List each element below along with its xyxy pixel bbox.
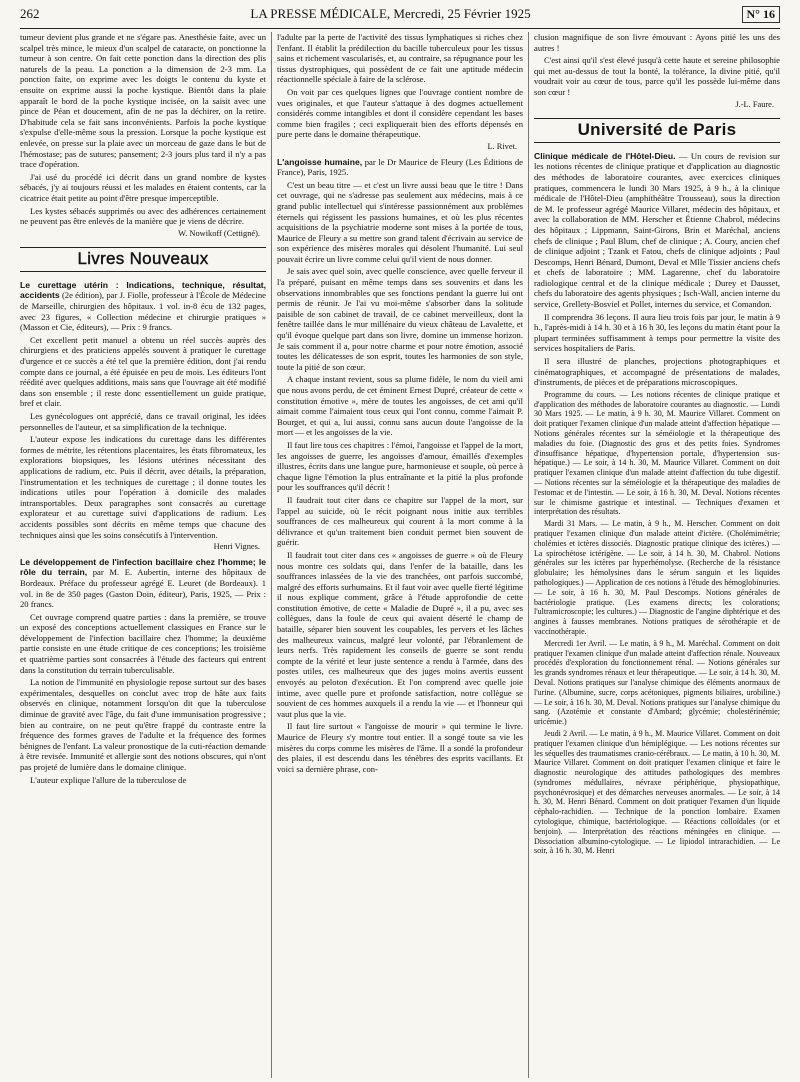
announcement-text: — Un cours de revision sur les notions récentes de clinique pratique et d'application au diagnostic des méthodes de laboratoire courantes, avec exercices cliniques pratiques, commencera le lundi 30 Mars 1925, à 9 h., à la clinique médicale de l'Hôtel-Dieu (amphithéâtre Trousseau), sous la direction de M. le professeur agrégé Maurice Villaret, médecin des hôpitaux, et avec la collaboration de MM. Herscher et Étienne Chabrol, médecins des hôpitaux ; Lippmann, Saint-Girons, Brin et Maréchal, anciens chefs de clinique ; Paul Blum, chef de clinique ; A. Coury, ancien chef de clinique adjoint ; Tzank et Fatou, chefs de clinique adjoints ; Paul Descomps, Henri Bénard, Dumont, Deval et Mlle Tissier anciens chefs et chefs de laboratoire ; MM. Lagarenne, chef du laboratoire radiologique central et de la clinique médicale ; Durey et Dausset, chefs du laboratoire des agents physiques ; Isch-Wall, ancien interne du service, Grellety-Bosviel et Pollet, internes du service, et Comandon. — [534, 150, 780, 310]
program-paragraph: Mardi 31 Mars. — Le matin, à 9 h., M. Herscher. Comment on doit pratiquer l'examen clinique d'un malade atteint d'ictère. (Cholémimétrie; cholémies et ictères dissociés. Diagnostic pratique clinique des ictères.) — La spirochétose ictérigène. — Le soir, à 14 h. 30, M. Chabrol. Notions générales sur les ictères par hyperhémolyse. (Recherche de la résistance globulaire; les hémolysines dans le sérum sanguin et les liquides pathologiques.) — Application de ces notions à l'étude des hémoglobinuries. — Le soir, à 16 h. 30, M. Paul Descomps. Notions générales de bactériologie pratique. (Les examens directs; les colorations; l'ultramicroscopie; les cultures.) — Diagnostic de l'angine diphtérique et des angines à fausses membranes. Notions pratiques de sérothérapie et de vaccinothérapie. — [534, 519, 780, 636]
paragraph: Il faudrait tout citer dans ces « angoisses de guerre » où de Fleury nous montre ces soldats qui, dans l'enfer de la bataille, dans les souffrances inlassées de la vie des tranchées, ont parfois succombé, malgré des efforts surhumains. Et il faut voir avec quelle fierté légitime il nous explique comment, grâce à l'étude approfondie de cette constitution émotive, de cette « Maladie de Dupré », il a pu, avec ses collègues, dans la foule de ceux qui avaient déserté le champ de bataille, séparer bien souvent les coupables, les pervers et les lâches des malheureux vaincus, malgré leur volonté, par l'ébranlement de leurs nerfs. Très rapidement les conseils de guerre se sont rendu compte de la vérité et leur juste sentence a rendu à l'armée, dans des postes utiles, ces malheureux que des juges moins avertis eussent envoyés au peloton d'exécution. Et l'on comprend avec quelle joie intime, avec quelle pure et profonde satisfaction, notre collègue se souvient de ces hommes auxquels il a rendu la vie — et l'honneur qui vaut plus que la vie. — [277, 549, 523, 719]
paragraph: A chaque instant revient, sous sa plume fidèle, le nom du vieil ami que nous avons perdu, de cet éminent Ernest Dupré, créateur de cette « constitution émotive », mère de toutes les angoisses, de cet ami qu'il aimait comme l'aimaient tous ceux qui l'ont connu, comme l'aimait P. Bourget, et qui a, lui aussi, connu sans aucun doute l'angoisse de la mort — et les angoisses de la vie. — [277, 374, 523, 438]
book-title: Le développement de l'infection bacillaire chez l'homme; le rôle du terrain, — [20, 556, 266, 578]
program-paragraph: Jeudi 2 Avril. — Le matin, à 9 h., M. Maurice Villaret. Comment on doit pratiquer l'examen clinique d'un hémiplégique. — Les notions récentes sur les séquelles des traumatismes cranio-cérébraux. — Le matin, à 10 h. 30, M. Maurice Villaret. Comment on doit pratiquer l'examen clinique et faire le diagnostic neurologique des attitudes pathologiques des membres (syndromes médullaires, névraxe périphérique, physiopathique, psychonévrosique) et des démarches nerveuses anormales. — Le soir, à 14 h. 30, M. Henri Bénard. Comment on doit pratiquer l'examen d'un liquide céphalo-rachidien. — Technique de la ponction lombaire. Examen cytologique, chimique, bactériologique. — Réactions colloïdales (or et benjoin). — Interprétation des réactions méningées en clinique. — Dissociation albumino-cytologique. — Le lipiodol intrarachidien. — Le soir, à 16 h. 30, M. Henri — [534, 728, 780, 856]
section-title-universite-de-paris: Université de Paris — [534, 118, 780, 143]
book-entry-heading — [20, 280, 266, 333]
book-entry-heading — [20, 557, 266, 610]
column-1 — [20, 32, 266, 1078]
column-3 — [534, 32, 780, 1078]
column-divider — [528, 32, 529, 1078]
issue-number: N° 16 — [742, 6, 780, 23]
paragraph: Cet ouvrage comprend quatre parties : dans la première, se trouve un exposé des conceptions actuellement classiques en France sur le développement de l'infection bacillaire chez l'homme; la deuxième partie consiste en une étude critique de ces conceptions; les troisième et quatrième parties sont consacrées à l'étude des facteurs qui entrent dans la constitution du terrain tuberculisable. — [20, 611, 266, 675]
paragraph: l'adulte par la perte de l'activité des tissus lymphatiques si riches chez l'enfant. Il établit la prédilection du bacille tuberculeux pour les tissus sains et richement vascularisés, et, au contraire, sa répugnance pour les tissus dystrophiques, qui possèdent de ce fait une aptitude médecin réactionnelle spéciale à faire de la sclérose. — [277, 32, 523, 85]
page-header — [20, 6, 780, 29]
paragraph: L'auteur expose les indications du curettage dans les différentes formes de métrite, les rétentions placentaires, les états fibromateux, les explorations biopsiques, les lésions utérines nécessitant des applications de radium, etc. Puis il décrit, avec détails, la préparation, l'instrumentation et les techniques de curettage ; il donne toutes les indications utiles pour l'opération à domicile des malades intransportables. Deux paragraphes sont consacrés au curettage explorateur et au curettage suivi d'applications de radium. Les accidents possibles sont décrits en même temps que chacune des techniques ainsi que les soins consécutifs à l'intervention. — [20, 434, 266, 540]
paragraph: Il faut lire surtout « l'angoisse de mourir » qui termine le livre. Maurice de Fleury s'y montre tout entier. Il a songé toute sa vie les misères du corps comme les misères de l'âme. Il a sondé la profondeur des plaies, il est descendu dans les ténèbres des esprits vacillants. Et voici sa dernière phrase, con- — [277, 721, 523, 774]
paragraph: Il sera illustré de planches, projections photographiques et cinématographiques, et accompagné de présentations de malades, d'instruments, de pièces et de préparations microscopiques. — [534, 356, 780, 388]
program-paragraph: Mercredi 1er Avril. — Le matin, à 9 h., M. Maréchal. Comment on doit pratiquer l'examen clinique d'un malade atteint d'affection rénale. Nouveaux procédés d'exploration du fonctionnement rénal. — Notions générales sur les grands syndromes rénaux et leur thérapeutique. — Le soir, à 14 h. 30, M. Deval. Notions pratiques sur l'analyse chimique des éléments anormaux de l'urine. (Albumine, sucre, corps acétoniques, pigments biliaires, urobiline.) — Le soir, à 16 h. 30, M. Deval. Notions pratiques sur l'analyse chimique du sang. (Azotémie et constante d'Ambard; glycémie; cholestérinémie; uricémie.) — [534, 638, 780, 727]
paragraph: tumeur devient plus grande et ne s'égare pas. Anesthésie faite, avec un scalpel très mince, le mieux d'un scalpel de cataracte, on ponctionne la tumeur à son centre. On fait cette ponction dans la direction des plis naturels de la peau. La ponction a la dimension de 2-3 mm. La ponction faite, on exprime avec les doigts le contenu du kyste et ensuite on exprime aussi la poche kystique. Bientôt dans la plaie apparaît le bord de la poche kystique incisée, on la saisit avec une pince de Péan et doucement, afin de ne pas la déchirer, on la retire. D'habitude cela se fait sans inconvénients. Parfois la poche kystique s'expulse d'elle-même sous la pression. Lorsque la poche kystique est enlevée, on presse sur la plaie avec un morceau de gaze dans le but de l'hémostase; pas de sutures; pansement; 2-3 jours plus tard il n'y a pas trace d'opération. — [20, 32, 266, 170]
signature: L. Rivet. — [487, 141, 517, 151]
paragraph: J'ai usé du procédé ici décrit dans un grand nombre de kystes sébacés, j'y ai toujours réussi et les malades en étaient contents, car la cicatrice était petite au point d'être presque imperceptible. — [20, 171, 266, 203]
paragraph: Les kystes sébacés supprimés ou avec des adhérences certainement ne peuvent pas être enlevés de la manière que je viens de décrire. — [20, 205, 266, 227]
paragraph: Cet excellent petit manuel a obtenu un réel succès auprès des chirurgiens et des praticiens appelés souvent à pratiquer le curettage d'urgence et ce succès a été tel que la première édition, dont j'ai rendu compte dans ce journal, a été épuisée en peu de mois. Les éditeurs l'ont réédité avec quelques additions, mais sans que l'ouvrage ait été modifié dans son ensemble ; il reste donc essentiellement un guide pratique, bref et clair. — [20, 334, 266, 409]
paragraph: L'auteur explique l'allure de la tuberculose de — [30, 774, 187, 785]
paragraph: Il comprendra 36 leçons. Il aura lieu trois fois par jour, le matin à 9 h., l'après-midi à 14 h. 30 et à 16 h 30, les leçons du matin étant pour la plupart terminées suffisamment à temps pour permettre la visite des services hospitaliers de Paris. — [534, 311, 780, 354]
signature: Henri Vignes. — [213, 542, 260, 552]
paragraph: Je sais avec quel soin, avec quelle conscience, avec quelle ferveur il l'a préparé, puisant en même temps dans ses souvenirs et dans les observations innombrables que ses fonctions pendant la guerre lui ont permis de réunir. Je l'ai vu moi-même s'absorber dans la solitude paisible de son cabinet de travail, de ce cabinet merveilleux, dont la fenêtre taillée dans le mur millénaire du vieux château de Lavalette, et qu'il évoque quelque part dans son livre, domine un immense horizon. Je sais comment il a, pour notre charme et pour notre émotion, associé toutes les délicatesses de son esprit, toutes les harmonies de son style, toute la pitié de son cœur. — [277, 266, 523, 372]
announcement-paragraph — [534, 151, 780, 310]
paragraph: C'est un beau titre — et c'est un livre aussi beau que le titre ! Dans cet ouvrage, qui ne s'adresse pas seulement aux médecins, mais à ce grand public intellectuel qui s'intéresse passionnément aux problèmes éternels qui régissent les passions humaines, et où les plus récentes acquisitions de la psychiatrie moderne sont mises à la portée de tous, Maurice de Fleury a su mettre son grand talent d'écrivain au service de son expérience des misères morales qui désolent l'humanité. Lui seul pouvait écrire un livre comme celui qu'il vient de nous donner. — [277, 179, 523, 264]
paragraph: Il faudrait tout citer dans ce chapitre sur l'appel de la mort, sur l'appel au suicide, où le récit poignant nous initie aux terribles souffrances de ces malheureux qui courent à la mort comme à la délivrance et qu'un traitement bien conduit permet bien souvent de guérir. — [277, 494, 523, 548]
signature: W. Nowikoff (Cettigné). — [178, 228, 260, 238]
paragraph: La notion de l'immunité en physiologie repose surtout sur des bases expérimentales, desquelles on conclut avec trop de hâte aux faits observés en clinique, notamment lorsqu'on dit que la tuberculose diminue de gravité avec l'âge, du fait d'une immunisation progressive ; bien au contraire, on ne peut qu'être frappé du contraste entre la fréquence des formes graves de l'adulte et la fréquence des formes bénignes de l'enfant. La valeur pronostique de la cuti-réaction demande à être revisée. Immunité et allergie sont des notions obscures, qui n'ont pas projeté de lumière dans le domaine clinique. — [20, 677, 266, 772]
book-entry-heading — [277, 157, 523, 178]
paragraph: On voit par ces quelques lignes que l'ouvrage contient nombre de vues originales, et que l'auteur s'attaque à des dogmes actuellement considérés comme intangibles et dont il considère cependant les bases comme bien fragiles ; ceci expliquerait bien des efforts dépensés en pure perte dans le domaine thérapeutique. — [277, 86, 523, 140]
section-title-livres-nouveaux: Livres Nouveaux — [20, 247, 266, 272]
book-details: par le Dr Maurice de Fleury (Les Éditions de France), Paris, 1925. — [277, 156, 523, 178]
paragraph: C'est ainsi qu'il s'est élevé jusqu'à cette haute et sereine philosophie qui met au-dessus de tout la bonté, la tolérance, la divine pitié, qu'il voudrait voir au cœur de tous, parce qu'il les possède lui-même dans son cœur ! — [534, 55, 780, 97]
paragraph: Les gynécologues ont apprécié, dans ce travail original, les idées personnelles de l'auteur, et sa simplification de la technique. — [20, 411, 266, 432]
program-paragraph: Programme du cours. — Les notions récentes de clinique pratique et d'application des méthodes de laboratoire courantes au diagnostic. — Lundi 30 Mars 1925. — Le matin, à 9 h. 30, M. Maurice Villaret. Comment on doit pratiquer l'examen clinique d'un malade atteint d'affection hépatique — Notions générales récentes sur la séméiologie et la thérapeutique des maladies du foie. (Diagnostic des gros et des petits foies. Syndromes d'insuffisance hépatique, d'hypertension portale, d'hypertension sus-hépatique.) — Le soir, à 14 h. 30, M. Maurice Villaret. Comment on doit pratiquer l'examen clinique d'un malade atteint d'affection du tube digestif. — Notions récentes sur la séméiologie et la thérapeutique des maladies de l'estomac et de l'intestin. — Le soir, à 16 h. 30, M. Deval. Notions récentes sur le chimisme gastrique et intestinal. — Techniques d'examen et interprétation des résultats. — [534, 389, 780, 517]
column-divider — [271, 32, 272, 1078]
journal-title: LA PRESSE MÉDICALE, Mercredi, 25 Février 1925 — [250, 6, 531, 21]
book-details: (2e édition), par J. Fiolle, professeur à l'École de Médecine de Marseille, chirurgien des hôpitaux. 1 vol. in-8 écu de 132 pages, avec 23 figures, « Collection médecine et chirurgie pratiques » (Masson et Cie, éditeurs), — Prix : 9 francs. — [20, 290, 266, 333]
book-title: L'angoisse humaine, — [277, 156, 363, 167]
paragraph: Il faut lire tous ces chapitres : l'émoi, l'angoisse et l'appel de la mort, les angoisses de guerre, les angoisses d'amour, émaillés d'exemples illustres, écrits dans une langue pure, harmonieuse et souple, où perce à chaque ligne l'émotion la plus entraînante et la pitié la plus profonde pour les souffrances qu'il décrit ! — [277, 439, 523, 493]
book-details: par M. E. Aubertin, interne des hôpitaux de Bordeaux. Préface du professeur agrégé E. Leuret (de Bordeaux). 1 vol. in 8e de 350 pages (Gaston Doin, éditeur), Paris, 1925, — Prix : 20 francs. — [20, 567, 266, 610]
announcement-heading: Clinique médicale de l'Hôtel-Dieu. — [534, 150, 676, 161]
book-title: Le curettage utérin : Indications, technique, résultat, accidents — [20, 279, 266, 301]
signature: J.-L. Faure. — [735, 99, 774, 109]
paragraph: clusion magnifique de son livre émouvant : Ayons pitié les uns des autres ! — [534, 32, 780, 53]
column-2 — [277, 32, 523, 1078]
page-number: 262 — [20, 6, 40, 21]
